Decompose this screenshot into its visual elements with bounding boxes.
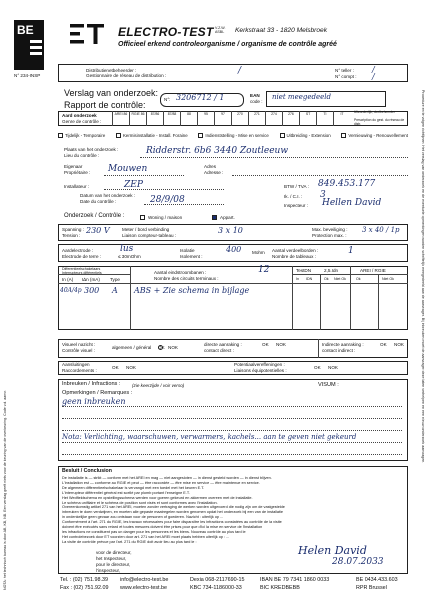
ean-sub: code : bbox=[250, 99, 263, 104]
type-code-cell[interactable] bbox=[180, 111, 197, 126]
object-checkbox-house[interactable] bbox=[140, 215, 145, 220]
connections-label-nl: Aansluitingen bbox=[62, 362, 90, 367]
installer-label: Installateur : bbox=[64, 184, 90, 189]
conclusion-line: Le schéma unifilaire et le schéma de position sont visés et sont conformes avec l'installation. bbox=[62, 500, 218, 505]
type-code-cell[interactable] bbox=[248, 111, 265, 126]
type-code-cell[interactable] bbox=[265, 111, 282, 126]
diff-remark: ABS + Zie schema in bijlage bbox=[134, 286, 250, 295]
test-col-testdn: TestDN bbox=[296, 268, 312, 273]
date-label-fr: Date du contrôle : bbox=[80, 199, 117, 204]
signature: Helen David bbox=[298, 544, 367, 557]
installer-id-value: 3 bbox=[320, 190, 326, 200]
periodicity-item[interactable] bbox=[280, 128, 331, 142]
footer-web[interactable]: www.electro-test.be bbox=[120, 585, 168, 591]
visual-label-nl: Visueel nazicht : bbox=[62, 342, 96, 347]
meter-label: N° teller : bbox=[335, 68, 354, 73]
type-code-cell[interactable] bbox=[282, 111, 299, 126]
indirect-nok: NOK bbox=[394, 342, 404, 347]
counter-label: N° compt : bbox=[335, 74, 357, 79]
inspection-number: N° 234-INSP bbox=[14, 73, 41, 78]
voltage-label-nl: Spanning : bbox=[62, 227, 84, 232]
footer-email[interactable]: info@electro-test.be bbox=[120, 577, 169, 583]
conclusion-line: Het controlebezoek door ET voorzien door art. 271 van het AREI moet plaats hebben uiterlijk op : ... bbox=[62, 534, 230, 539]
vat-value: 849.453.177 bbox=[318, 179, 376, 189]
type-label-fr: Genre de contrôle : bbox=[62, 119, 102, 124]
circuits-value: 12 bbox=[258, 265, 270, 275]
test-sub-ok-2: Ok bbox=[356, 277, 361, 281]
report-title-nl: Verslag van onderzoek: bbox=[64, 88, 159, 98]
company-subtitle: Officieel erkend controleorganisme / organisme de contrôle agréé bbox=[118, 41, 337, 48]
owner-address-label-nl: Adres bbox=[204, 164, 217, 169]
ean-value: niet meegedeeld bbox=[272, 93, 331, 101]
diff-row-idn: 300 bbox=[84, 286, 100, 295]
periodicity-checkbox[interactable] bbox=[58, 133, 63, 138]
equip-label-fr: Liaisons équipotentielles : bbox=[234, 368, 287, 373]
svg-text:LAC: LAC bbox=[7, 51, 16, 68]
svg-text:BE: BE bbox=[17, 23, 34, 37]
type-code-label: 271 bbox=[254, 112, 260, 116]
type-code-label: 274 bbox=[271, 112, 277, 116]
equip-nok: NOK bbox=[328, 365, 338, 370]
date-label-nl: Datum van het onderzoek : bbox=[80, 193, 136, 198]
periodicity-checkbox[interactable] bbox=[198, 133, 203, 138]
type-label-nl: Aard onderzoek bbox=[62, 113, 97, 118]
test-sub-in: In bbox=[296, 277, 299, 281]
earth-label-fr: Electrode de terre : bbox=[62, 254, 102, 259]
object-option-appartment: Appart. bbox=[220, 215, 235, 220]
test-col-arei: AREI / RGIE bbox=[360, 268, 386, 273]
periodicity-item[interactable] bbox=[58, 128, 105, 142]
isolation-label-fr: Isolement : bbox=[180, 254, 203, 259]
protection-label-fr: Protection max. : bbox=[312, 233, 347, 238]
direct-label-nl: directe aanraking : bbox=[204, 342, 242, 347]
diff-col-type: Type bbox=[110, 277, 120, 282]
visual-nok: NOK bbox=[168, 345, 178, 350]
conclusion-line: Overeenkomstig artikel 271 van het AREI, moeten zonder vertraging de werken worden uitgevoerd die nodig zijn om de vastgestelde bbox=[62, 505, 285, 510]
footer-iban: IBAN BE 79 7341 1860 0033 bbox=[260, 577, 330, 583]
type-codes bbox=[112, 111, 350, 126]
infractions-label: Inbreuken / Infractions : bbox=[62, 381, 121, 387]
test-col-2-5idn: 2,5.Idn bbox=[324, 268, 339, 273]
equip-label-nl: Potentiaalvereffeningen : bbox=[234, 362, 285, 367]
type-code-cell[interactable] bbox=[163, 111, 180, 126]
periodicity-label: Kermisinstallatie - Install. Foraine bbox=[122, 132, 188, 138]
periodicity-checkbox[interactable] bbox=[341, 133, 346, 138]
periodicity-checkbox[interactable] bbox=[116, 133, 121, 138]
type-code-label: ST bbox=[305, 112, 311, 116]
periodicity-label: Vernieuwing - Renouvellement bbox=[348, 132, 408, 138]
diff-row-in: 40A/4p bbox=[60, 287, 82, 294]
diff-col-in: In (A) bbox=[62, 277, 74, 282]
report-number-value: 3206712 / 1 bbox=[176, 93, 225, 102]
belac-logo bbox=[7, 20, 44, 70]
type-code-cell[interactable] bbox=[112, 111, 129, 126]
counter-value: / bbox=[372, 72, 375, 81]
protection-label-nl: Max. beveiliging : bbox=[312, 227, 348, 232]
equip-ok: OK bbox=[314, 365, 321, 370]
meter-value: / bbox=[372, 65, 375, 74]
connections-ok: OK bbox=[112, 365, 119, 370]
infractions-hint: (zie keerzijde / voir verso) bbox=[132, 383, 185, 388]
type-code-cell[interactable] bbox=[299, 111, 316, 126]
indirect-ok: OK bbox=[380, 342, 387, 347]
type-code-cell[interactable] bbox=[316, 111, 333, 126]
date-value: 28/9/08 bbox=[150, 195, 185, 205]
connections-nok: NOK bbox=[126, 365, 136, 370]
conclusion-line: L'installation est — conforme au RGIE et peut — être raccordée — être mise en service — être maintenue en service. bbox=[62, 480, 260, 485]
visual-ok: OK bbox=[158, 345, 165, 350]
et-logo bbox=[70, 24, 104, 44]
object-checkbox-appartment[interactable] bbox=[212, 215, 217, 220]
remarks-value: geen inbreuken bbox=[62, 397, 126, 406]
conclusion-line: De installatie is — strikt — conform met het AREI en mag — niet aangesloten — in dienst gesteld worden — in dienst blijven. bbox=[62, 476, 272, 480]
protection-value: 3 x 40 / 1p bbox=[362, 226, 400, 234]
director-label-nl: voor de directeur, bbox=[96, 550, 132, 555]
conclusion-line: Het Wedfieldschema en opstellingsschema werden voor goeren gekeurd en akkermen overeen met de installatie. bbox=[62, 495, 253, 500]
diff-header-fr: Interrupteurs différentiels bbox=[62, 271, 102, 275]
voltage-label-fr: Tension : bbox=[62, 233, 81, 238]
footer-tel: Tel. : (02) 751.98.39 bbox=[60, 577, 108, 583]
conclusion-date: 28.07.2033 bbox=[332, 557, 384, 567]
isolation-label-nl: Isolatie bbox=[180, 248, 195, 253]
indirect-label-nl: Indirecte aanraking : bbox=[322, 342, 364, 347]
inspector-title-fr: l'inspecteur, bbox=[96, 568, 121, 573]
footer-rpr: RPR Brussel bbox=[356, 585, 387, 591]
conclusion-line: inbreuken te doen verdwijnen, en moeten alle gepaste maatregelen worden genomen opdat het onderzoek bij een van de installatie bbox=[62, 510, 284, 515]
conclusion-line: De algemeen differentieelschakelaar is vervangd met een toedel met het keuren E.T. bbox=[62, 485, 205, 490]
type-code-label: TI bbox=[323, 112, 327, 116]
director-label-fr: pour le directeur, bbox=[96, 562, 131, 567]
type-code-label: 97 bbox=[221, 112, 225, 116]
exceptional-label-fr: Prescription du gest. du réseau de distr. bbox=[354, 118, 405, 126]
company-address: Kerkstraat 33 - 1820 Melsbroek bbox=[235, 27, 327, 34]
conclusion-line: in ondenkelijke geen gevaar zou ontstaan voor de personen of goederen. Nazicht : uiterlijk op ... bbox=[62, 515, 224, 520]
earth-value: lus bbox=[120, 244, 134, 254]
conclusion-line: Conformément à l'art. 271 du RGIE, les travaux nécessaires pour faire disparaître les infractions constatées au contrôle de la visite bbox=[62, 520, 282, 525]
type-code-cell[interactable] bbox=[146, 111, 163, 126]
periodicity-label: Indienststelling - Mise en service bbox=[205, 132, 269, 138]
type-code-label: AREI 86 bbox=[114, 112, 128, 116]
vat-label: BTW / TVA : bbox=[284, 184, 309, 189]
periodicity-item[interactable] bbox=[116, 128, 188, 142]
test-sub-ok-1: Ok bbox=[324, 277, 329, 281]
test-sub-nok-1: Niet Ok bbox=[334, 277, 346, 281]
voltage-value: 230 V bbox=[86, 226, 110, 235]
periodicity-item[interactable] bbox=[341, 128, 408, 142]
type-code-label: 87/86 bbox=[150, 112, 160, 116]
report-number-label: N°: bbox=[164, 97, 171, 102]
diff-table bbox=[58, 266, 408, 330]
type-code-cell[interactable] bbox=[214, 111, 231, 126]
diff-row-type: A bbox=[112, 286, 118, 295]
location-label-fr: Lieu du contrôle : bbox=[64, 153, 100, 158]
footer-kbc: KBC 734-1186000-33 bbox=[190, 585, 242, 591]
visual-general: algemeen / général bbox=[112, 345, 152, 350]
owner-address-label-fr: Adresse : bbox=[204, 170, 224, 175]
type-code-label: 270 bbox=[237, 112, 243, 116]
right-margin-text: Procedure en te volgen richtlijnen: Het verslag van onderzoek en de eventuele opmerkingen worden schriftelijk meegedeeld aan de aanvrager. Bij inbreuken moet de aanvrager deze laten verhelpen en een nieuw onderzoek aanvragen. bbox=[421, 90, 425, 464]
type-code-label: RGIE 86 bbox=[131, 112, 145, 116]
periodicity-label: Tijdelijk - Temporaire bbox=[65, 132, 106, 138]
remarks-label: Opmerkingen / Remarques : bbox=[62, 390, 133, 396]
circuits-label-fr: Nombre des circuits terminaux : bbox=[154, 276, 219, 281]
test-sub-nok-2: Niet Ok bbox=[382, 277, 394, 281]
installer-value: ZEP bbox=[124, 180, 143, 190]
object-label: Onderzoek / Contrôle : bbox=[64, 213, 125, 219]
connections-label-fr: Raccordements : bbox=[62, 368, 97, 373]
note-value: Nota: Verlichting, waarschuwen, verwarmers, kachels... aan te geven niet gekeurd bbox=[62, 433, 357, 441]
report-title-fr: Rapport de contrôle: bbox=[64, 100, 146, 110]
type-code-cell[interactable] bbox=[333, 111, 350, 126]
indirect-label-fr: contact indirect : bbox=[322, 348, 356, 353]
type-code-label: 88 bbox=[187, 112, 191, 116]
owner-label-fr: Propriétaire : bbox=[64, 170, 91, 175]
footer-dexia: Dexia 068-2117690-15 bbox=[190, 577, 245, 583]
distributor-label-fr: Gestionnaire de réseau de distribution : bbox=[86, 73, 167, 78]
type-code-cell[interactable] bbox=[197, 111, 214, 126]
legal-form: V.Z.W. ASBL bbox=[215, 26, 226, 34]
exceptional-label: Uitzonderlijk, deelbeheerder bbox=[354, 110, 396, 114]
conclusion-line: les infractions ne constituent pas un danger pour les personnes et les biens. Nouveau contrôle au plus tard le bbox=[62, 529, 246, 534]
periodicity-row bbox=[58, 128, 408, 142]
footer-vat: BE 0434.433.603 bbox=[356, 577, 398, 583]
connection-label-fr: Liaison compteur-tableau : bbox=[122, 233, 177, 238]
periodicity-checkbox[interactable] bbox=[280, 133, 285, 138]
conclusion-line: La visite de contrôle prévue par l'art. 271 du RGIE doit avoir lieu au plus tard le : bbox=[62, 539, 197, 544]
type-code-label: IT bbox=[340, 112, 344, 116]
boards-label-fr: Nombre de tableaux : bbox=[272, 254, 316, 259]
type-code-label: 95 bbox=[204, 112, 208, 116]
company-name: ELECTRO-TEST bbox=[118, 25, 214, 39]
location-value: Ridderstr. 6b6 3440 Zoutleeuw bbox=[146, 146, 289, 156]
conclusion-lines bbox=[62, 476, 404, 545]
inspector-value: Hellen David bbox=[322, 198, 382, 208]
connection-label-nl: Meter / bord verbinding bbox=[122, 227, 170, 232]
type-code-label: 87/88 bbox=[167, 112, 177, 116]
periodicity-item[interactable] bbox=[198, 128, 268, 142]
test-sub-idn: IDN bbox=[306, 277, 313, 281]
distributor-label-nl: Distributienetbeheerder : bbox=[86, 68, 137, 73]
visual-label-fr: Contrôle visuel : bbox=[62, 348, 95, 353]
type-code-cell[interactable] bbox=[129, 111, 146, 126]
periodicity-label: Uitbreiding - Extension bbox=[286, 132, 331, 138]
boards-label-nl: Aantal verdeelborden : bbox=[272, 248, 319, 253]
footer-bic: BIC KREDBEBB bbox=[260, 585, 300, 591]
object-option-house: Woning / maison bbox=[148, 215, 183, 220]
conclusion-title: Besluit / Conclusion bbox=[62, 468, 112, 474]
direct-ok: OK bbox=[262, 342, 269, 347]
diff-header-nl: Differentieelschakelaars bbox=[62, 267, 101, 271]
ean-label: EAN bbox=[250, 93, 260, 98]
installer-id-label: Ik. / C.I. : bbox=[284, 194, 303, 199]
owner-label-nl: Eigenaar bbox=[64, 164, 83, 169]
earth-unit: ≤ 30mOhm bbox=[118, 254, 141, 259]
boards-value: 1 bbox=[348, 246, 354, 256]
earth-label-nl: Aardelectrode : bbox=[62, 248, 94, 253]
inspector-label: Inspecteur : bbox=[284, 203, 309, 208]
type-code-label: 276 bbox=[288, 112, 294, 116]
inspector-title-nl: het Inspecteur, bbox=[96, 556, 127, 561]
conclusion-line: L'interrupteur différentiel général est scellé par plomb portant l'enseigne E.T. bbox=[62, 490, 190, 495]
conclusion-line: doivent être exécutés sans retard et toutes mesures doivent être prises pour que d'ici la mise en service de l'installation bbox=[62, 525, 263, 530]
direct-nok: NOK bbox=[276, 342, 286, 347]
visum-label: VISUM : bbox=[318, 382, 339, 388]
distributor-value: / bbox=[238, 66, 242, 76]
isolation-value: 400 bbox=[226, 245, 242, 254]
connection-value: 3 x 10 bbox=[218, 226, 243, 235]
diff-col-idn: I∆n (mA) bbox=[82, 277, 100, 282]
location-label-nl: Plaats van het onderzoek : bbox=[64, 147, 119, 152]
isolation-unit: Mohm bbox=[252, 250, 265, 255]
type-code-cell[interactable] bbox=[231, 111, 248, 126]
circuits-label-nl: Aantal eindstroombanen : bbox=[154, 270, 207, 275]
footer-fax: Fax : (02) 751.92.09 bbox=[60, 585, 109, 591]
owner-value: Mouwen bbox=[108, 164, 148, 174]
left-margin-text: NOTA: het technisch bureau is door AB, KB, NB. Een verslag geeft niets voor de keuring van de overkeuring. Code v.d. aanvr. bbox=[3, 389, 7, 590]
direct-label-fr: contact direct : bbox=[204, 348, 234, 353]
connections-box bbox=[58, 361, 408, 375]
